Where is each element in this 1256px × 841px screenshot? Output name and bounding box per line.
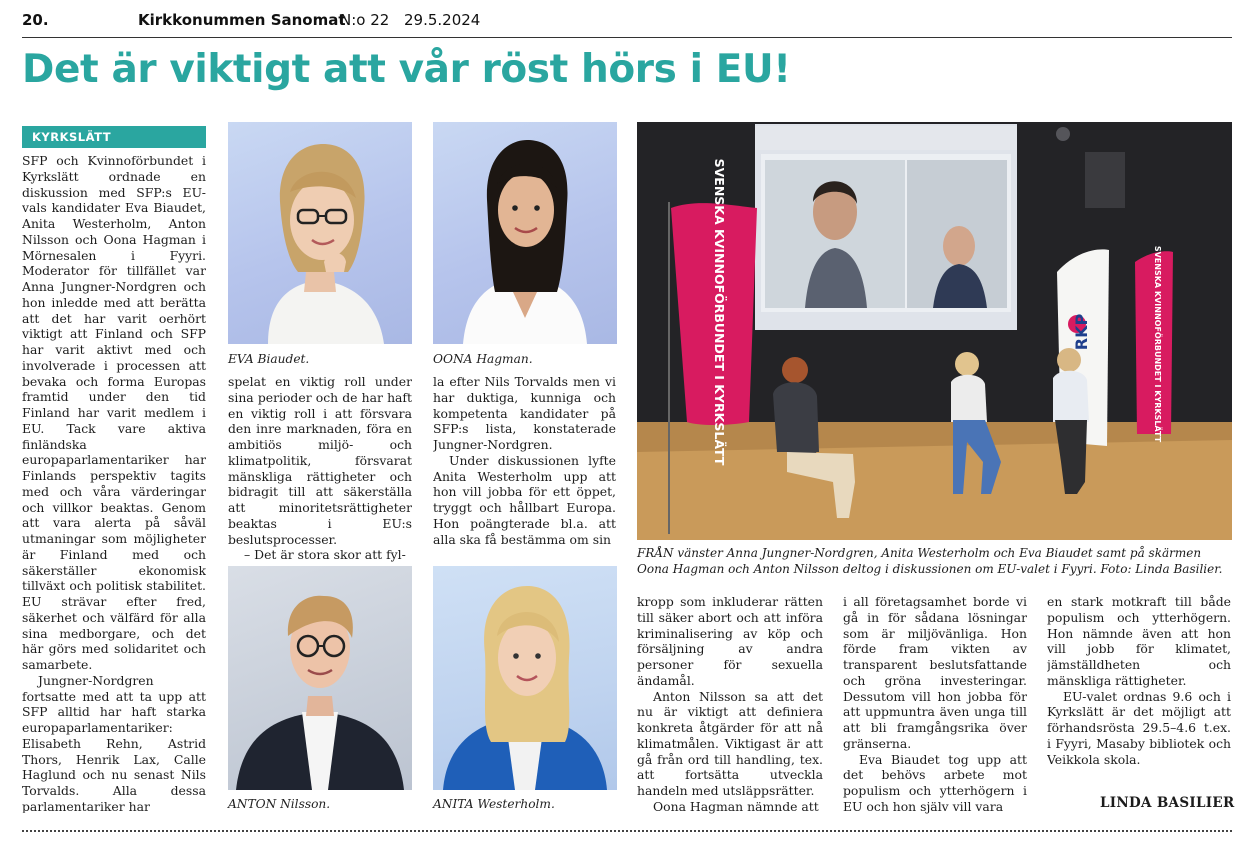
text-column-4 <box>637 594 823 814</box>
banner-text-right: SVENSKA KVINNOFÖRBUNDET I KYRKSLÄTT <box>1153 245 1162 443</box>
paragraph: en stark motkraft till både populism och ytterhögern. Hon nämnde även att hon vill jobb för klimatet, jämställdheten och mänskliga rättigheter. <box>1047 594 1231 688</box>
banner-text-rkp: RKP <box>1072 313 1091 351</box>
portrait-illustration <box>228 122 412 344</box>
portrait-anton-nilsson <box>228 566 412 790</box>
paragraph: EU-valet ordnas 9.6 och i Kyrkslätt är det möjligt att förhandsrösta 29.5–4.6 t.ex. i Fyyri, Masaby bibliotek och Veikkola skola. <box>1047 688 1231 767</box>
event-photo <box>637 122 1232 540</box>
portrait-caption: ANITA Westerholm. <box>433 797 555 811</box>
text-column-2 <box>228 374 412 562</box>
page-number: 20. <box>22 11 49 29</box>
portrait-caption: OONA Hagman. <box>433 352 533 366</box>
portrait-illustration <box>228 566 412 790</box>
section-kicker: KYRKSLÄTT <box>22 126 206 148</box>
event-photo-caption: FRÅN vänster Anna Jungner-Nordgren, Anita Westerholm och Eva Biaudet samt på skärmen Oona Hagman och Anton Nilsson deltog i diskussionen om EU-valet i Fyyri. Foto: Linda Basilier. <box>637 546 1223 576</box>
issue-date: 29.5.2024 <box>404 11 481 29</box>
portrait-caption: ANTON Nilsson. <box>228 797 331 811</box>
paragraph: Anton Nilsson sa att det nu är viktigt att definiera konkreta åtgärder för att nå klimatmålen. Viktigast är att gå från ord till handling, tex. att fortsätta utveckla handeln med utsläppsrätter. <box>637 688 823 798</box>
bottom-rule <box>22 830 1232 832</box>
paragraph: Jungner-Nordgren fortsatte med att ta upp att SFP alltid har haft starka europaparlamentariker: Elisabeth Rehn, Astrid Thors, Henrik Lax, Calle Haglund och nu senast Nils Torvalds. Alla dessa parlamentariker har <box>22 672 206 813</box>
header-rule <box>22 37 1232 38</box>
banner-text-left: SVENSKA KVINNOFÖRBUNDET I KYRKSLÄTT <box>712 158 727 466</box>
paragraph: Eva Biaudet tog upp att det behövs arbete mot populism och ytterhögern i EU och hon själv vill vara <box>843 751 1027 814</box>
portrait-caption: EVA Biaudet. <box>228 352 310 366</box>
paragraph: i all företagsamhet borde vi gå in för sådana lösningar som är miljövänliga. Hon förde fram vikten av transparent beslutsfattande och gröna investeringar. Dessutom vill hon jobba för att uppmuntra även unga till att bli framgångsrika över gränserna. <box>843 594 1027 751</box>
paragraph: SFP och Kvinnoförbundet i Kyrkslätt ordnade en diskussion med SFP:s EU-vals kandidater Eva Biaudet, Anita Westerholm, Anton Nilsson och Oona Hagman i Mörnesalen i Fyyri. Moderator för tillfället var Anna Jungner-Nordgren och hon inledde med att berätta att det har varit oerhört viktigt att Finland och SFP har varit aktivt med och involverade i processen att bevaka och forma Europas framtid under den tid Finland har varit medlem i EU. Tack vare aktiva finländska europaparlamentariker har Finlands perspektiv tagits med och våra värderingar och villkor beaktas. Genom att vara alerta på såväl utmaningar som möjligheter är Finland med och säkerställer ekonomisk tillväxt och politisk stabilitet. EU strävar efter fred, säkerhet och välfärd för alla sina medborgare, och det här görs med solidaritet och samarbete. <box>22 153 206 672</box>
paragraph: Oona Hagman nämnde att <box>653 798 819 814</box>
portrait-illustration <box>433 566 617 790</box>
author-byline: LINDA BASILIER <box>1100 795 1235 811</box>
text-column-1 <box>22 153 206 813</box>
portrait-illustration <box>433 122 617 344</box>
event-scene <box>637 122 1232 540</box>
paragraph: kropp som inkluderar rätten till säker abort och att införa kriminalisering av köp och försäljning av andra personer för sexuella ändamål. <box>637 594 823 688</box>
issue-number: N:o 22 <box>340 11 390 29</box>
text-column-3 <box>433 374 616 562</box>
article-headline: Det är viktigt att vår röst hörs i EU! <box>22 47 791 92</box>
paragraph: – Det är stora skor att fyl- <box>244 547 406 562</box>
text-column-6 <box>1047 594 1231 784</box>
newspaper-name: Kirkkonummen Sanomat <box>138 11 346 29</box>
paragraph: spelat en viktig roll under sina perioder och de har haft en viktig roll i att försvara den inre marknaden, föra en ambitiös miljö- och klimatpolitik, försvarat mänskliga rättigheter och bidragit till att säkerställa att minoritetsrättigheter beaktas i EU:s beslutsprocesser. <box>228 374 412 547</box>
portrait-eva-biaudet <box>228 122 412 344</box>
paragraph: Under diskussionen lyfte Anita Westerholm upp att hon vill jobba för ett öppet, tryggt och hållbart Europa. Hon poängterade bl.a. att alla ska få bestämma om sin <box>433 452 616 547</box>
portrait-anita-westerholm <box>433 566 617 790</box>
paragraph: la efter Nils Torvalds men vi har duktiga, kunniga och kompetenta kandidater på SFP:s lista, konstaterade Jungner-Nordgren. <box>433 374 616 452</box>
text-column-5 <box>843 594 1027 814</box>
portrait-oona-hagman <box>433 122 617 344</box>
